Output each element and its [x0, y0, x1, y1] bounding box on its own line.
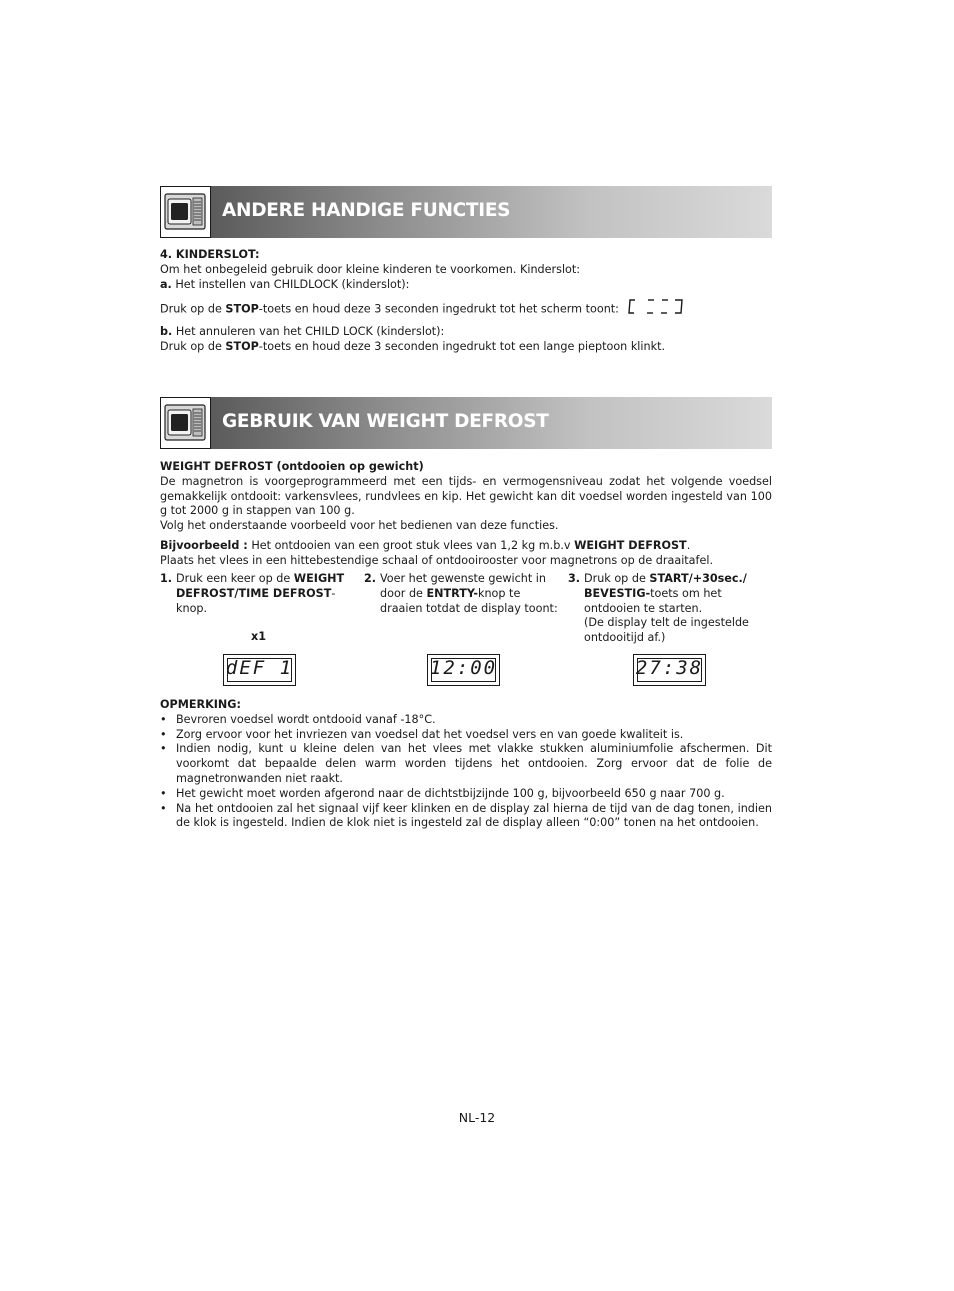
microwave-icon [160, 397, 211, 449]
kinderslot-a-line [160, 278, 772, 293]
section-title: GEBRUIK VAN WEIGHT DEFROST [222, 411, 549, 432]
example-text: Het ontdooien van een groot stuk vlees van 1,2 kg m.b.v [247, 538, 575, 552]
microwave-icon [160, 186, 211, 238]
example-line-2: Plaats het vlees in een hittebestendige schaal of ontdooirooster voor magnetrons op de draaitafel. [160, 553, 714, 567]
step-text-pre: Voer het gewenste gewicht in door de [380, 572, 546, 600]
list-item: • Indien nodig, kunt u kleine delen van het vlees met vlakke stukken aluminiumfolie afschermen. Dit voorkomt dat bepaalde delen warm worden tijdens het ontdooien. Zorg ervoor dat de folie de magnetronwanden niet raakt. [160, 742, 772, 786]
stop-key-label: STOP [225, 302, 259, 316]
kinderslot-b-line [160, 325, 772, 340]
list-item: • Bevroren voedsel wordt ontdooid vanaf -18°C. [160, 713, 772, 728]
step-text-pre: Druk een keer op de [176, 572, 294, 585]
lcd-digits: 12:00 [429, 657, 498, 679]
opmerking-section [160, 698, 772, 831]
weight-defrost-paragraph-2: Volg het onderstaande voorbeeld voor het bedienen van deze functies. [160, 519, 559, 533]
example-label: Bijvoorbeeld : [160, 538, 248, 552]
lcd-digits: 27:38 [635, 657, 704, 679]
step-text [176, 572, 346, 616]
opmerking-heading: OPMERKING: [160, 698, 241, 711]
weight-defrost-paragraph: De magnetron is voorgeprogrammeerd met een tijds- en vermogensniveau zodat het volgende voedsel gemakkelijk ontdooit: varkensvlees, rundvlees en kip. Het gewicht kan dit voedsel worden ingesteld van 100 g tot 2000 g in stappen van 100 g. [160, 474, 772, 518]
item-text-b: Het annuleren van het CHILD LOCK (kinderslot): [175, 325, 445, 339]
section-header-andere-functies [160, 186, 772, 238]
list-item: • Zorg ervoor voor het invriezen van voedsel dat het voedsel vers en van goede kwaliteit is. [160, 728, 772, 743]
lcd-display-weight [427, 654, 500, 686]
instruction-text: Druk op de [160, 302, 226, 316]
notes-list [160, 713, 772, 831]
weight-defrost-heading: WEIGHT DEFROST (ontdooien op gewicht) [160, 460, 424, 473]
item-label-a: a. [160, 277, 172, 291]
example-line [160, 539, 772, 554]
lcd-display-countdown [633, 654, 706, 686]
lcd-display-def1 [223, 654, 296, 686]
section-title: ANDERE HANDIGE FUNCTIES [222, 200, 511, 221]
step-text-pre: Druk op de [584, 572, 650, 585]
list-item: • Het gewicht moet worden afgerond naar de dichtstbijzijnde 100 g, bijvoorbeeld 650 g naar 700 g. [160, 787, 772, 802]
step-text-note: (De display telt de ingestelde ontdooitijd af.) [584, 616, 749, 645]
step-number: 1. [160, 572, 173, 585]
step-text-post: knop te draaien totdat de display toont: [380, 586, 558, 615]
step-text [380, 572, 560, 616]
instruction-text: Druk op de [160, 339, 226, 353]
instruction-text: -toets en houd deze 3 seconden ingedrukt tot het scherm toont: [258, 302, 619, 316]
step-text [584, 572, 756, 646]
list-item: • Na het ontdooien zal het signaal vijf keer klinken en de display zal hierna de tijd van de dag tonen, indien de klok is ingesteld. Indien de klok niet is ingesteld zal de display alleen “0:00” tonen na het ontdooien. [160, 802, 772, 832]
lcd-digits: dEF 1 [225, 657, 294, 679]
stop-key-label: STOP [225, 339, 259, 353]
childlock-display-icon [627, 298, 685, 321]
example-bold: WEIGHT DEFROST [574, 538, 687, 552]
step-number: 2. [364, 572, 377, 585]
step-text-bold: ENTRTY- [426, 586, 478, 600]
press-count: x1 [251, 630, 267, 643]
item-label-b: b. [160, 325, 173, 339]
kinderslot-a-instruction [160, 298, 772, 321]
instruction-text: -toets en houd deze 3 seconden ingedrukt tot een lange pieptoon klinkt. [258, 339, 666, 353]
page-number: NL-12 [458, 1110, 496, 1125]
step-number: 3. [568, 572, 581, 585]
step-text-post: -knop. [176, 586, 336, 615]
kinderslot-heading: 4. KINDERSLOT: [160, 248, 260, 261]
example-end: . [686, 538, 691, 552]
step-text-bold: START/+30sec./ BEVESTIG- [584, 572, 747, 600]
step-text-post: toets om het ontdooien te starten. [584, 586, 722, 615]
kinderslot-intro: Om het onbegeleid gebruik door kleine kinderen te voorkomen. Kinderslot: [160, 262, 581, 276]
section-header-weight-defrost [160, 397, 772, 449]
step-text-bold: WEIGHT DEFROST/TIME DEFROST [176, 572, 345, 600]
weight-defrost-section [160, 460, 772, 569]
kinderslot-b-instruction [160, 340, 772, 355]
kinderslot-section [160, 248, 772, 355]
item-text-a: Het instellen van CHILDLOCK (kinderslot): [175, 277, 410, 291]
